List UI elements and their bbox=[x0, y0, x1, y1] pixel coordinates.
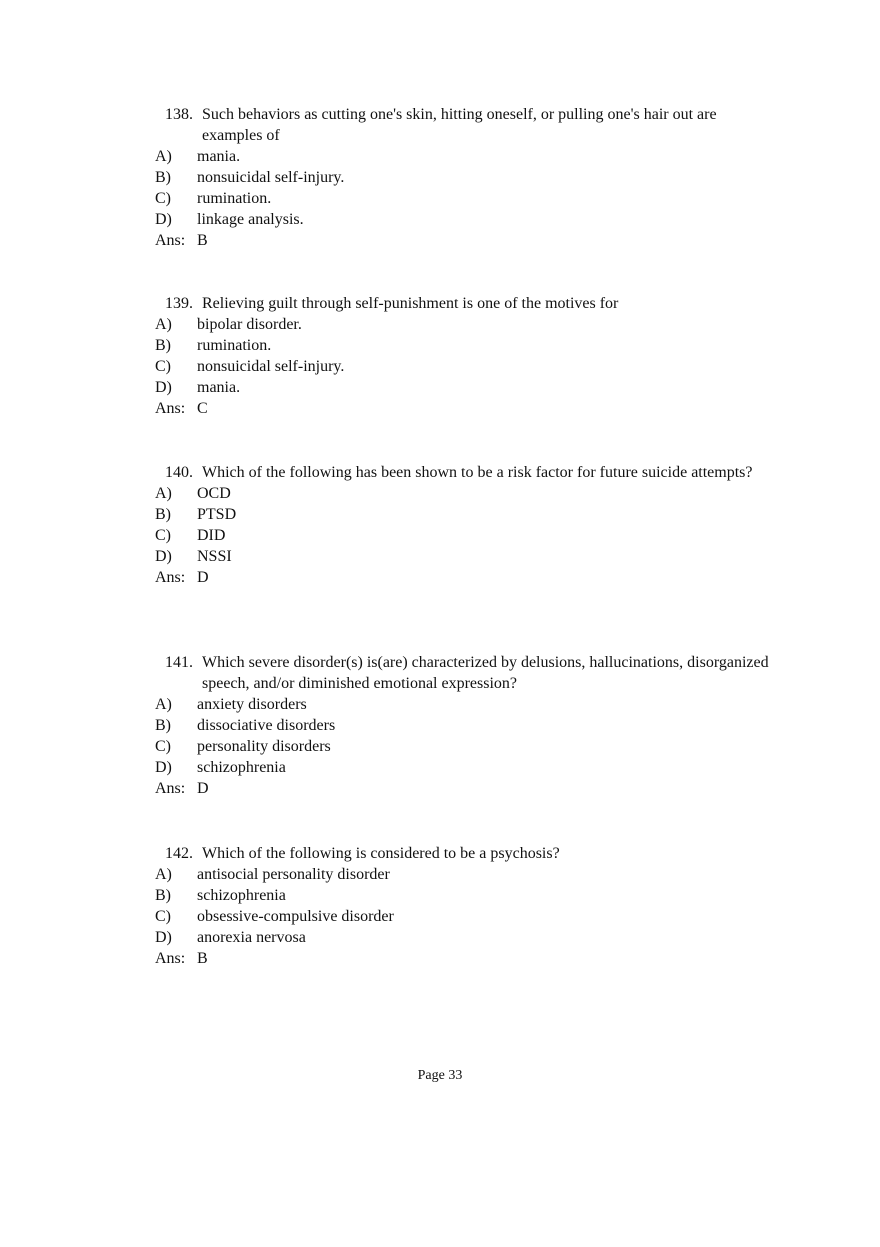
answer-line bbox=[155, 778, 775, 799]
option-text: schizophrenia bbox=[197, 887, 286, 904]
option-d bbox=[155, 209, 775, 230]
option-b bbox=[155, 504, 775, 525]
question-stem bbox=[155, 843, 775, 864]
option-c bbox=[155, 525, 775, 546]
option-letter: C) bbox=[155, 738, 171, 755]
option-text: NSSI bbox=[197, 548, 232, 565]
option-text: dissociative disorders bbox=[197, 717, 336, 734]
option-a bbox=[155, 146, 775, 167]
option-text: linkage analysis. bbox=[197, 211, 304, 228]
option-text: anxiety disorders bbox=[197, 696, 307, 713]
question-stem bbox=[155, 293, 775, 314]
option-a bbox=[155, 483, 775, 504]
answer-label: Ans: bbox=[155, 232, 186, 249]
answer-label: Ans: bbox=[155, 569, 186, 586]
option-text: OCD bbox=[197, 485, 231, 502]
option-letter: A) bbox=[155, 485, 172, 502]
question-stem bbox=[155, 462, 775, 483]
option-letter: D) bbox=[155, 211, 172, 228]
answer-line bbox=[155, 398, 775, 419]
question-142 bbox=[155, 843, 775, 969]
option-d bbox=[155, 757, 775, 778]
answer-line bbox=[155, 230, 775, 251]
option-b bbox=[155, 885, 775, 906]
option-letter: C) bbox=[155, 908, 171, 925]
answer-line bbox=[155, 948, 775, 969]
answer-label: Ans: bbox=[155, 950, 186, 967]
option-d bbox=[155, 377, 775, 398]
option-a bbox=[155, 864, 775, 885]
option-letter: B) bbox=[155, 506, 171, 523]
option-c bbox=[155, 736, 775, 757]
question-141 bbox=[155, 652, 775, 799]
question-number: 140. bbox=[165, 464, 193, 481]
option-letter: D) bbox=[155, 548, 172, 565]
option-c bbox=[155, 906, 775, 927]
option-text: nonsuicidal self-injury. bbox=[197, 358, 345, 375]
option-letter: A) bbox=[155, 696, 172, 713]
option-letter: C) bbox=[155, 527, 171, 544]
option-letter: C) bbox=[155, 190, 171, 207]
question-text: Which of the following has been shown to be a risk factor for future suicide attempts? bbox=[202, 464, 753, 481]
option-letter: A) bbox=[155, 316, 172, 333]
option-d bbox=[155, 546, 775, 567]
answer-value: B bbox=[197, 232, 208, 249]
option-text: mania. bbox=[197, 379, 241, 396]
question-number: 142. bbox=[165, 845, 193, 862]
answer-value: D bbox=[197, 780, 209, 797]
question-number: 141. bbox=[165, 654, 193, 671]
answer-value: B bbox=[197, 950, 208, 967]
answer-label: Ans: bbox=[155, 780, 186, 797]
question-stem bbox=[155, 652, 775, 694]
option-text: mania. bbox=[197, 148, 241, 165]
option-text: PTSD bbox=[197, 506, 237, 523]
option-b bbox=[155, 335, 775, 356]
question-140 bbox=[155, 462, 775, 588]
answer-label: Ans: bbox=[155, 400, 186, 417]
option-text: bipolar disorder. bbox=[197, 316, 302, 333]
option-d bbox=[155, 927, 775, 948]
question-stem bbox=[155, 104, 775, 146]
option-b bbox=[155, 715, 775, 736]
question-number: 138. bbox=[165, 106, 193, 123]
option-text: rumination. bbox=[197, 190, 272, 207]
option-text: DID bbox=[197, 527, 226, 544]
option-a bbox=[155, 694, 775, 715]
question-text: Such behaviors as cutting one's skin, hitting oneself, or pulling one's hair out are examples of bbox=[202, 106, 717, 144]
page-number: Page 33 bbox=[417, 1068, 463, 1083]
question-139 bbox=[155, 293, 775, 419]
answer-value: C bbox=[197, 400, 208, 417]
question-text: Which severe disorder(s) is(are) characterized by delusions, hallucinations, disorganized speech, and/or diminished emotional expression? bbox=[202, 654, 769, 692]
option-letter: D) bbox=[155, 759, 172, 776]
option-letter: B) bbox=[155, 887, 171, 904]
option-letter: D) bbox=[155, 379, 172, 396]
question-text: Relieving guilt through self-punishment is one of the motives for bbox=[202, 295, 619, 312]
option-text: schizophrenia bbox=[197, 759, 286, 776]
answer-value: D bbox=[197, 569, 209, 586]
option-letter: D) bbox=[155, 929, 172, 946]
option-b bbox=[155, 167, 775, 188]
option-a bbox=[155, 314, 775, 335]
option-c bbox=[155, 356, 775, 377]
option-letter: B) bbox=[155, 337, 171, 354]
option-text: antisocial personality disorder bbox=[197, 866, 390, 883]
option-text: nonsuicidal self-injury. bbox=[197, 169, 345, 186]
option-text: obsessive-compulsive disorder bbox=[197, 908, 394, 925]
question-text: Which of the following is considered to be a psychosis? bbox=[202, 845, 560, 862]
question-138 bbox=[155, 104, 775, 251]
option-letter: B) bbox=[155, 717, 171, 734]
option-text: rumination. bbox=[197, 337, 272, 354]
option-letter: A) bbox=[155, 148, 172, 165]
answer-line bbox=[155, 567, 775, 588]
option-letter: B) bbox=[155, 169, 171, 186]
option-c bbox=[155, 188, 775, 209]
option-text: anorexia nervosa bbox=[197, 929, 306, 946]
option-letter: A) bbox=[155, 866, 172, 883]
option-letter: C) bbox=[155, 358, 171, 375]
question-number: 139. bbox=[165, 295, 193, 312]
option-text: personality disorders bbox=[197, 738, 331, 755]
